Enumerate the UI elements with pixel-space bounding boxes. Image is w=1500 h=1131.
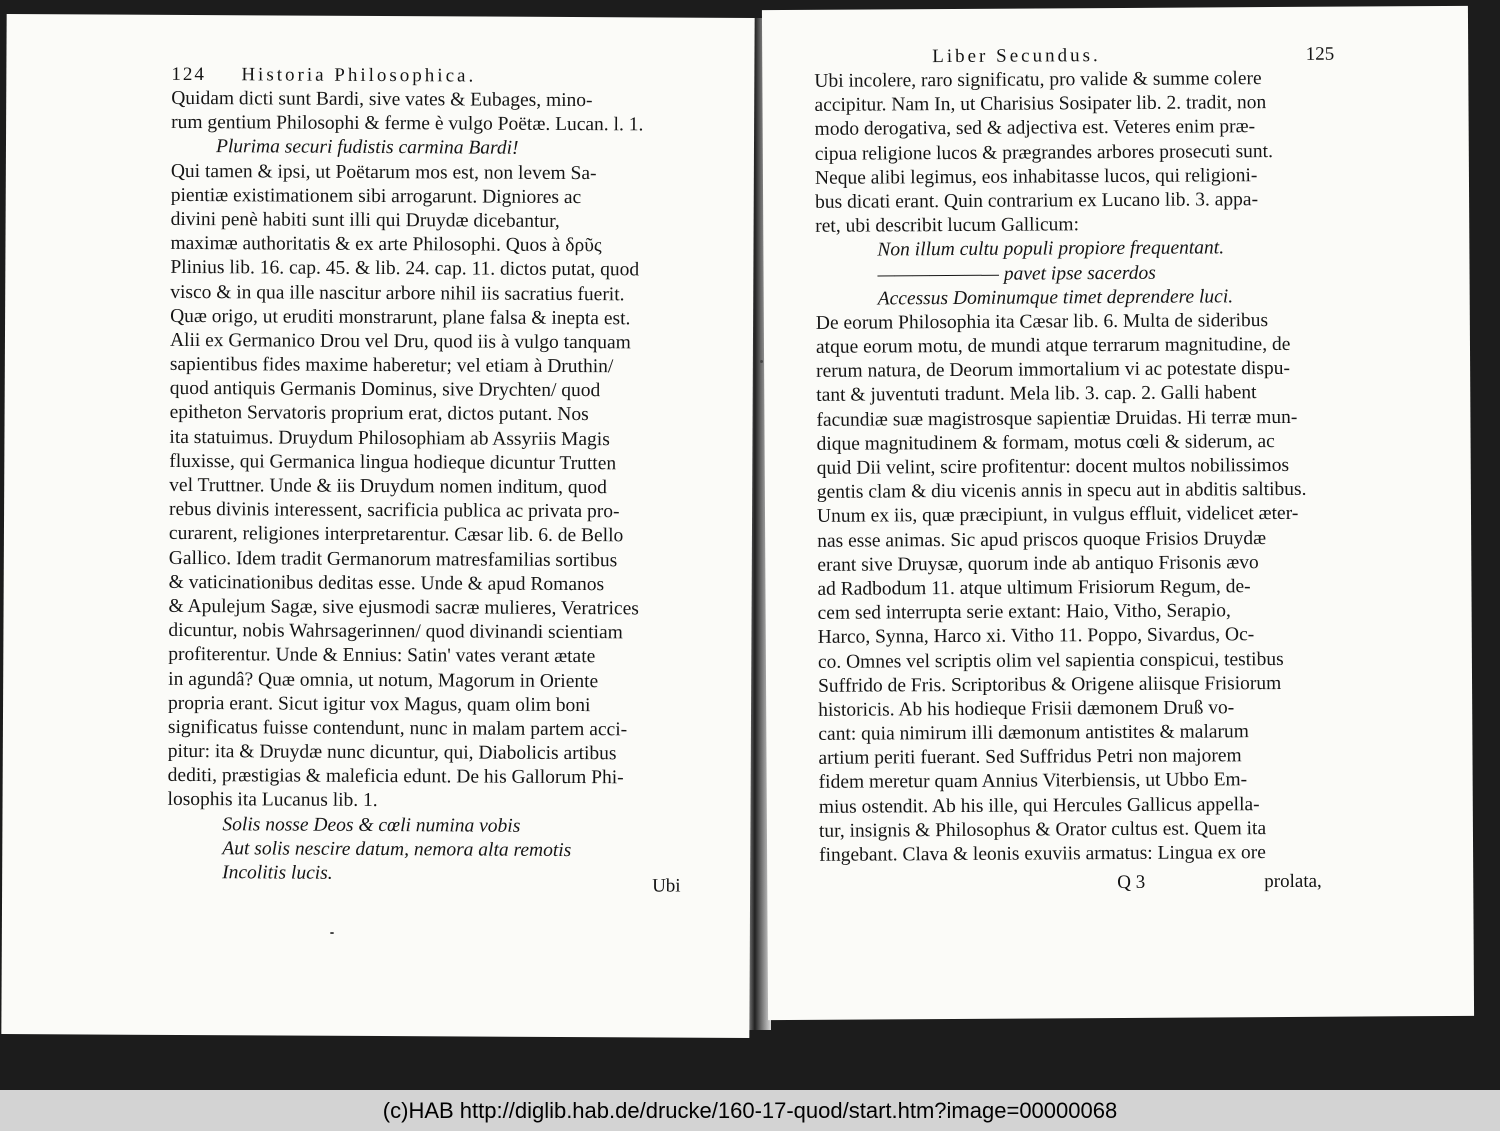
text-line: dicuntur, nobis Wahrsagerinnen/ quod divinandi scientiam — [168, 620, 623, 644]
text-line: in agundâ? Quæ omnia, ut notum, Magorum in Oriente — [168, 668, 599, 692]
text-line: co. Omnes vel scriptis olim vel sapientia conspicui, testibus — [817, 648, 1284, 673]
left-text-block — [167, 63, 691, 888]
text-line: rebus divinis interessent, sacrificia publica ac privata pro- — [169, 499, 620, 523]
text-line: tant & juventuti tradunt. Mela lib. 3. cap. 2. Galli habent — [816, 382, 1257, 407]
text-line: cant: quia nimirum illi dæmonum antistites & malarum — [818, 721, 1249, 745]
text-line: maximæ authoritatis & ex arte Philosophi. Quos à δρῦς — [170, 233, 602, 257]
left-page-number: 124 — [171, 63, 206, 86]
text-line: visco & in qua ille nascitur arbore nihil iis sacratius fuerit. — [170, 281, 625, 305]
text-line: De eorum Philosophia ita Cæsar lib. 6. Multa de sideribus — [815, 309, 1269, 334]
text-line: sapientibus fides maxime haberetur; vel etiam à Druthin/ — [169, 353, 614, 378]
text-line: erant sive Druysæ, quorum inde ab antiquo Frisonis ævo — [817, 551, 1259, 576]
text-line: nas esse animas. Sic apud priscos quoque Frisios Druydæ — [817, 527, 1267, 552]
text-line: gentis clam & diu vicenis annis in specu aut in abditis saltibus. — [816, 479, 1307, 504]
text-line: fingebant. Clava & leonis exuviis armatus: Lingua ex ore — [819, 842, 1266, 866]
right-page — [762, 6, 1474, 1020]
text-line: Plinius lib. 16. cap. 45. & lib. 24. cap. 11. dictos putat, quod — [170, 257, 640, 281]
text-line: artium periti fuerant. Sed Suffridus Petri non majorem — [818, 745, 1242, 770]
right-running-head — [814, 43, 1334, 70]
text-line: Plurima securi fudistis carmina Bardi! — [215, 136, 519, 160]
text-line: cem sed interrupta serie extant: Haio, Vitho, Serapio, — [817, 600, 1231, 624]
right-page-number: 125 — [1305, 43, 1335, 65]
text-line: facundiæ suæ magistrosque sapientiæ Druidas. Hi terræ mun- — [816, 406, 1298, 431]
text-line: Alii ex Germanico Drou vel Dru, quod iis à vulgo tanquam — [169, 329, 631, 354]
left-body-text — [167, 87, 691, 888]
text-line: Qui tamen & ipsi, ut Poëtarum mos est, non levem Sa- — [170, 160, 597, 184]
text-line: modo derogativa, sed & adjectiva est. Veteres enim præ- — [814, 116, 1256, 141]
text-line: Non illum cultu populi propiore frequentant. — [877, 237, 1225, 261]
left-catchword: Ubi — [652, 875, 681, 897]
text-line: Quæ origo, ut eruditi monstrarunt, plane falsa & inepta est. — [170, 305, 631, 330]
text-line: pitur: ita & Druydæ nunc dicuntur, qui, Diabolicis artibus — [167, 740, 617, 765]
left-running-head — [171, 63, 691, 90]
text-line: ad Radbodum 11. atque ultimum Frisiorum Regum, de- — [817, 576, 1251, 600]
text-line: Ubi incolere, raro significatu, pro valide & summe colere — [814, 68, 1262, 92]
text-line: Accessus Dominumque timet deprendere luci. — [877, 285, 1234, 310]
text-line: pientiæ existimationem sibi arrogarunt. Digniores ac — [170, 184, 582, 208]
text-line: rum gentium Philosophi & ferme è vulgo Poëtæ. Lucan. l. 1. — [171, 112, 644, 136]
text-line: significatus fuisse contendunt, nunc in malam partem acci- — [167, 716, 628, 741]
text-line: quid Dii velint, scire profitentur: docent multos nobilissimos — [816, 454, 1290, 479]
left-page — [1, 14, 754, 1038]
text-line: rerum natura, de Deorum immortalium vi ac potestate dispu- — [816, 358, 1291, 383]
text-line: curarent, religiones interpretarentur. Cæsar lib. 6. de Bello — [168, 523, 624, 547]
right-text-block — [814, 43, 1339, 868]
text-line: Aut solis nescire datum, nemora alta remotis — [222, 838, 572, 861]
text-line: fidem meretur quam Annius Viterbiensis, ut Ubbo Em- — [818, 769, 1248, 794]
text-line: Quidam dicti sunt Bardi, sive vates & Eubages, mino- — [171, 87, 593, 112]
left-running-title: Historia Philosophica. — [241, 64, 477, 87]
text-line: Gallico. Idem tradit Germanorum matresfamilias sortibus — [168, 547, 618, 571]
text-line: ita statuimus. Druydum Philosophiam ab Assyriis Magis — [169, 426, 610, 450]
text-line: propria erant. Sicut igitur vox Magus, quam olim boni — [168, 692, 591, 716]
right-catchword: prolata, — [1264, 870, 1322, 893]
copyright-footer: (c)HAB http://diglib.hab.de/drucke/160-17-quod/start.htm?image=00000068 — [0, 1090, 1500, 1131]
text-line: profiterentur. Unde & Ennius: Satin' vates verant ætate — [168, 644, 596, 668]
text-line: cipua religione lucos & prægrandes arbores prosecuti sunt. — [814, 140, 1273, 165]
speck — [330, 932, 334, 934]
text-line: Unum ex iis, quæ præcipiunt, in vulgus effluit, videlicet æter- — [816, 503, 1299, 528]
speck — [760, 360, 763, 363]
text-line: atque eorum motu, de mundi atque terrarum magnitudine, de — [815, 334, 1291, 358]
text-line: ——————— pavet ipse sacerdos — [877, 262, 1156, 285]
text-line: ret, ubi describit lucum Gallicum: — [815, 214, 1080, 237]
text-line: Incolitis lucis. — [222, 862, 333, 884]
text-line: vel Truttner. Unde & iis Druydum nomen inditum, quod — [169, 474, 607, 499]
text-line: Solis nosse Deos & cœli numina vobis — [222, 813, 521, 837]
text-line: divini penè habiti sunt illi qui Druydæ dicebantur, — [170, 208, 560, 232]
text-line: mius ostendit. Ab his ille, qui Hercules Gallicus appella- — [818, 793, 1260, 818]
text-line: tur, insignis & Philosophus & Orator cultus est. Quem ita — [818, 817, 1267, 842]
text-line: historicis. Ab his hodieque Frisii dæmonem Druß vo- — [818, 697, 1235, 721]
right-running-title: Liber Secundus. — [932, 45, 1101, 68]
text-line: Suffrido de Fris. Scriptoribus & Origene aliisque Frisiorum — [817, 672, 1282, 697]
signature-mark: Q 3 — [1117, 871, 1146, 894]
text-line: bus dicati erant. Quin contrarium ex Lucano lib. 3. appa- — [815, 189, 1259, 213]
right-body-text — [814, 67, 1339, 868]
text-line: dediti, præstigias & maleficia edunt. De his Gallorum Phi- — [167, 765, 624, 789]
text-line: dique magnitudinem & formam, motus cœli & siderum, ac — [816, 430, 1275, 455]
text-line: & vaticinationibus deditas esse. Unde & apud Romanos — [168, 571, 605, 595]
text-line: accipitur. Nam In, ut Charisius Sosipater lib. 2. tradit, non — [814, 92, 1267, 117]
text-line: & Apulejum Sagæ, sive ejusmodi sacræ mulieres, Veratrices — [168, 595, 639, 620]
text-line: quod antiquis Germanis Dominus, sive Drychten/ quod — [169, 378, 601, 402]
text-line: losophis ita Lucanus lib. 1. — [167, 789, 378, 812]
text-line: Neque alibi legimus, eos inhabitasse lucos, qui religioni- — [814, 164, 1258, 189]
text-line: Harco, Synna, Harco xi. Vitho 11. Poppo, Sivardus, Oc- — [817, 624, 1255, 649]
text-line: fluxisse, qui Germanica lingua hodieque dicuntur Trutten — [169, 450, 617, 475]
text-line: epitheton Servatoris proprium erat, dictos putant. Nos — [169, 402, 589, 426]
